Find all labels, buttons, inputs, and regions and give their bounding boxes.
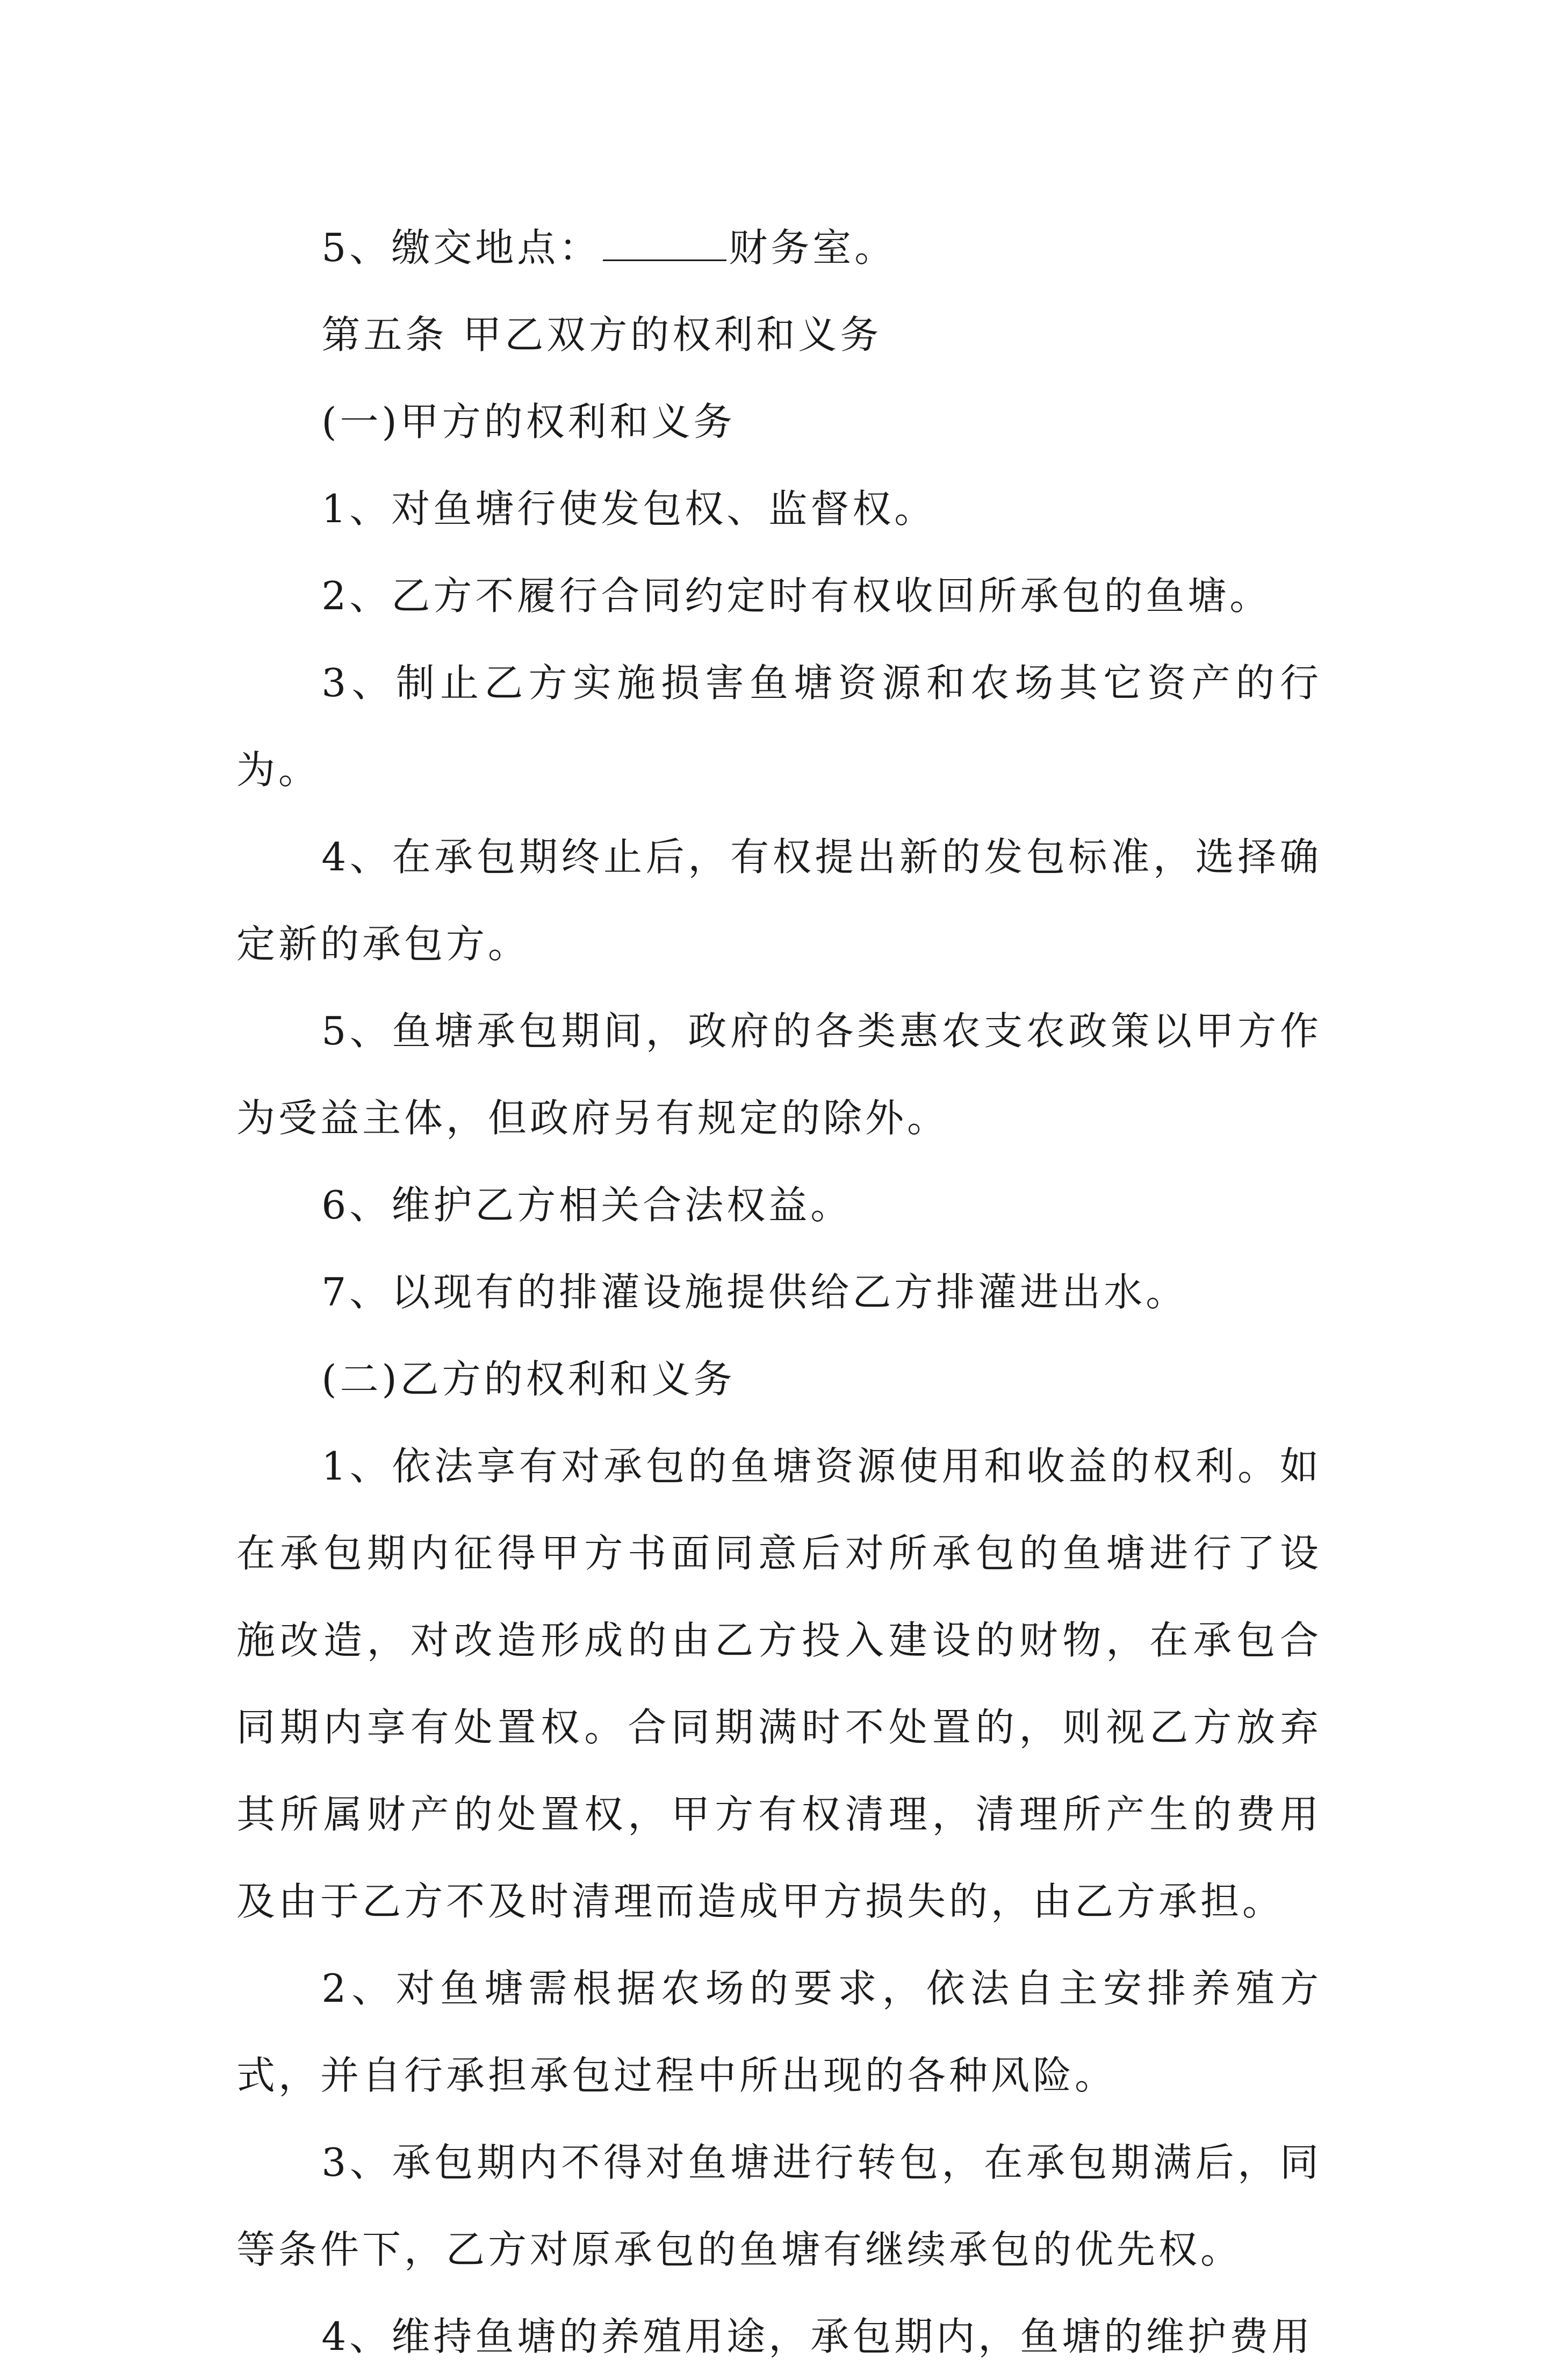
party-a-item-2: 2、乙方不履行合同约定时有权收回所承包的鱼塘。 [321,573,1272,618]
party-a-item-4: 4、在承包期终止后，有权提出新的发包标准，选择确定新的承包方。 [236,834,1322,967]
section-party-a-heading: (一)甲方的权利和义务 [321,399,736,444]
party-a-item-3: 3、制止乙方实施损害鱼塘资源和农场其它资产的行为。 [236,660,1322,792]
party-b-item-4: 4、维持鱼塘的养殖用途，承包期内，鱼塘的维护费用 [321,2314,1314,2359]
party-b-item-1: 1、依法享有对承包的鱼塘资源使用和收益的权利。如在承包期内征得甲方书面同意后对所承包的鱼塘进行了设施改造，对改造形成的由乙方投入建设的财物，在承包合同期内享有处置权。合同期满时不处置的，则视乙方放弃其所属财产的处置权，甲方有权清理，清理所产生的费用及由于乙方不及时清理而造成甲方损失的，由乙方承担。 [236,1444,1322,1924]
party-a-item-5: 5、鱼塘承包期间，政府的各类惠农支农政策以甲方作为受益主体，但政府另有规定的除外。 [236,1008,1322,1141]
party-b-item-2: 2、对鱼塘需根据农场的要求，依法自主安排养殖方式，并自行承担承包过程中所出现的各种风险。 [236,1966,1322,2098]
section-party-b-heading: (二)乙方的权利和义务 [321,1357,736,1402]
party-b-item-3: 3、承包期内不得对鱼塘进行转包，在承包期满后，同等条件下，乙方对原承包的鱼塘有继续承包的优先权。 [236,2140,1322,2272]
party-a-item-1: 1、对鱼塘行使发包权、监督权。 [321,486,937,531]
payment-location-line [236,204,1322,291]
party-a-item-6: 6、维护乙方相关合法权益。 [321,1182,853,1228]
document-body [236,204,1322,2380]
party-a-item-7: 7、以现有的排灌设施提供给乙方排灌进出水。 [321,1270,1188,1315]
payment-location-suffix: 财务室。 [729,225,897,270]
blank-fill-line [603,225,726,261]
article-five-heading: 第五条 甲乙双方的权利和义务 [321,312,882,357]
payment-location-label: 5、缴交地点： [321,225,601,270]
